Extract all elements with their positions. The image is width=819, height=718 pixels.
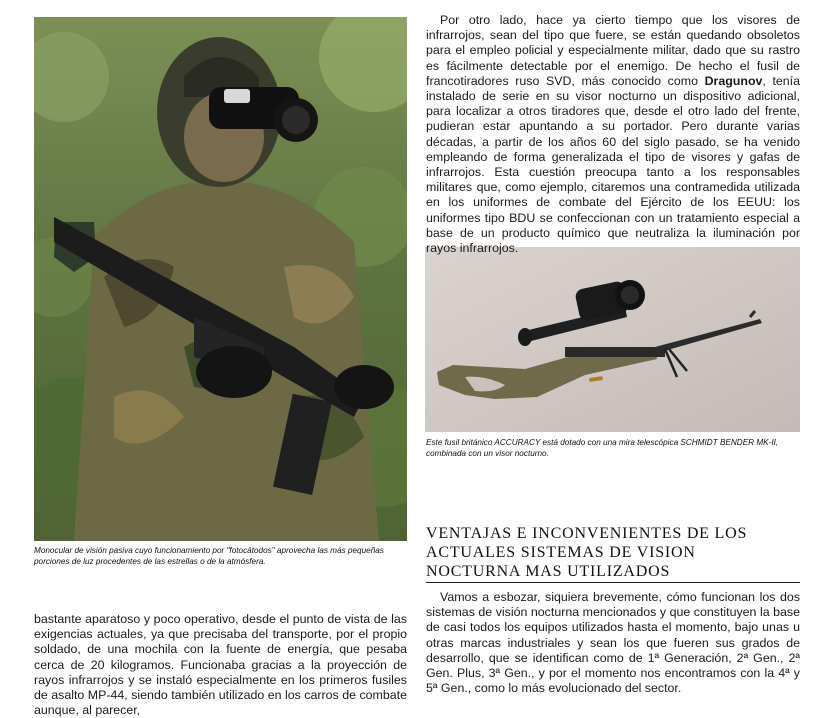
- caption-rifle: Este fusil británico ACCURACY está dotado con una mira telescópica SCHMIDT BENDER MK-II, combinada con un visor nocturno.: [426, 438, 779, 458]
- paragraph-infrared-history: bastante aparatoso y poco operativo, desde el punto de vista de las exigencias actuales, ya que precisaba del transporte, por el propio soldado, de una mochila con la fuente de energía, que pesaba cerca de 20 kilogramos. Funcionaba gracias a la proyección de rayos infrarrojos y se instaló especialmente en los primeros fusiles de asalto MP-44, siendo también utilizado en los carros de combate aunque, al parecer,: [34, 612, 407, 718]
- soldier-photo: [34, 17, 407, 541]
- paragraph-generations: Vamos a esbozar, siquiera brevemente, cómo funcionan los dos sistemas de visión nocturna mencionados y que constituyen la base de casi todos los equipos utilizados hasta el momento, bajo unas u otras marcas industriales y sean los que fueren sus grados de desarrollo, que se identifican como de 1ª Generación, 2ª Gen., 2ª Gen. Plus, 3ª Gen., y por el momento nos encontramos con la 4ª y 5ª Gen., como lo más evolucionado del sector.: [426, 590, 800, 696]
- dragunov-bold: Dragunov: [704, 73, 763, 88]
- section-heading: VENTAJAS E INCONVENIENTES DE LOS ACTUALES SISTEMAS DE VISION NOCTURNA MAS UTILIZADOS: [426, 525, 748, 580]
- heading-rule: [426, 582, 800, 583]
- paragraph-infrared-visors: Por otro lado, hace ya cierto tiempo que los visores de infrarrojos, sean del tipo que fuere, se están quedando obsoletos para el empleo policial y especialmente militar, dado que su rastro es fácilmente detectable por el enemigo. De hecho el fusil de francotiradores ruso SVD, más conocido como Dragunov, tenía instalado de serie en su visor nocturno un dispositivo adicional, para localizar a otros tiradores que, desde el otro lado del frente, pudieran estar apuntando a su portador. Pero durante varias décadas, a partir de los años 60 del siglo pasado, se ha venido empleando de forma generalizada el tipo de visores y gafas de infrarrojos. Esta cuestión preocupa tanto a los responsables militares que, como ejemplo, citaremos una contramedida utilizada en los uniformes de combate del Ejército de los EEUU: los uniformes tipo BDU se confeccionan con un tratamiento especial a base de un producto químico que neutraliza la iluminación por rayos infrarrojos.: [426, 13, 801, 256]
- caption-monocular: Monocular de visión pasiva cuyo funcionamiento por "fotocátodos" aprovecha las más pequeñas porciones de luz procedentes de las estrellas o de la atmósfera.: [34, 546, 384, 566]
- rifle-photo: [425, 247, 800, 432]
